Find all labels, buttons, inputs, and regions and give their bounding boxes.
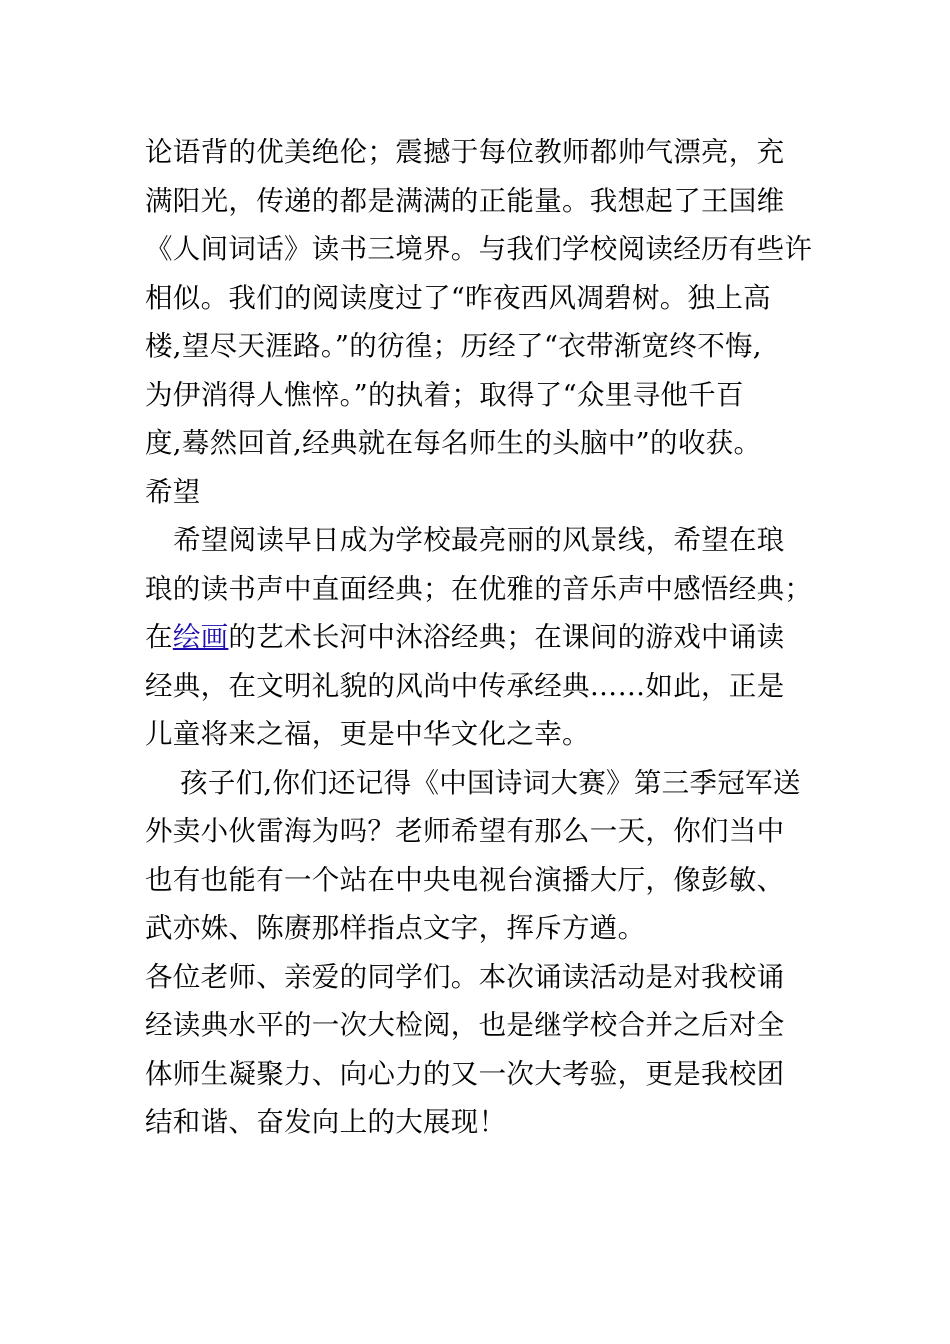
text-line: 《人间词话》读书三境界。与我们学校阅读经历有些许 — [145, 233, 813, 265]
text-line: 经读典水平的一次大检阅，也是继学校合并之后对全 — [145, 1009, 785, 1041]
painting-link[interactable]: 绘画 — [172, 621, 229, 653]
text-line: 各位老师、亲爱的同学们。本次诵读活动是对我校诵 — [145, 960, 785, 993]
section-heading: 希望 — [145, 475, 201, 508]
text-line: 度,蓦然回首,经典就在每名师生的头脑中”的收获。 — [145, 427, 762, 459]
text-line: 武亦姝、陈赓那样指点文字，挥斥方遒。 — [145, 912, 646, 944]
text-line: 希望阅读早日成为学校最亮丽的风景线，希望在琅 — [173, 524, 785, 556]
text-before-link: 在 — [145, 621, 173, 653]
text-line: 结和谐、奋发向上的大展现！ — [145, 1106, 507, 1138]
text-line: 孩子们,你们还记得《中国诗词大赛》第三季冠军送 — [180, 766, 801, 799]
text-line: 外卖小伙雷海为吗？老师希望有那么一天，你们当中 — [145, 815, 785, 847]
text-line: 体师生凝聚力、向心力的又一次大考验，更是我校团 — [145, 1057, 785, 1090]
text-line: 儿童将来之福，更是中华文化之幸。 — [145, 718, 590, 750]
text-line: 满阳光，传递的都是满满的正能量。我想起了王国维 — [145, 184, 785, 217]
text-line: 经典，在文明礼貌的风尚中传承经典……如此，正是 — [145, 669, 785, 702]
document-body — [145, 128, 813, 1147]
text-line: 楼,望尽天涯路。”的彷徨；历经了“衣带渐宽终不悔, — [145, 330, 762, 362]
text-line-with-link — [145, 613, 810, 662]
text-line: 论语背的优美绝伦；震撼于每位教师都帅气漂亮，充 — [145, 136, 785, 168]
text-line: 也有也能有一个站在中央电视台演播大厅，像彭敏、 — [145, 863, 785, 896]
text-line: 为伊消得人憔悴。”的执着；取得了“众里寻他千百 — [145, 378, 744, 411]
text-after-link: 的艺术长河中沐浴经典；在课间的游戏中诵读 — [228, 621, 785, 653]
text-line: 相似。我们的阅读度过了“昨夜西风凋碧树。独上高 — [145, 281, 771, 314]
text-line: 琅的读书声中直面经典；在优雅的音乐声中感悟经典； — [145, 572, 813, 605]
